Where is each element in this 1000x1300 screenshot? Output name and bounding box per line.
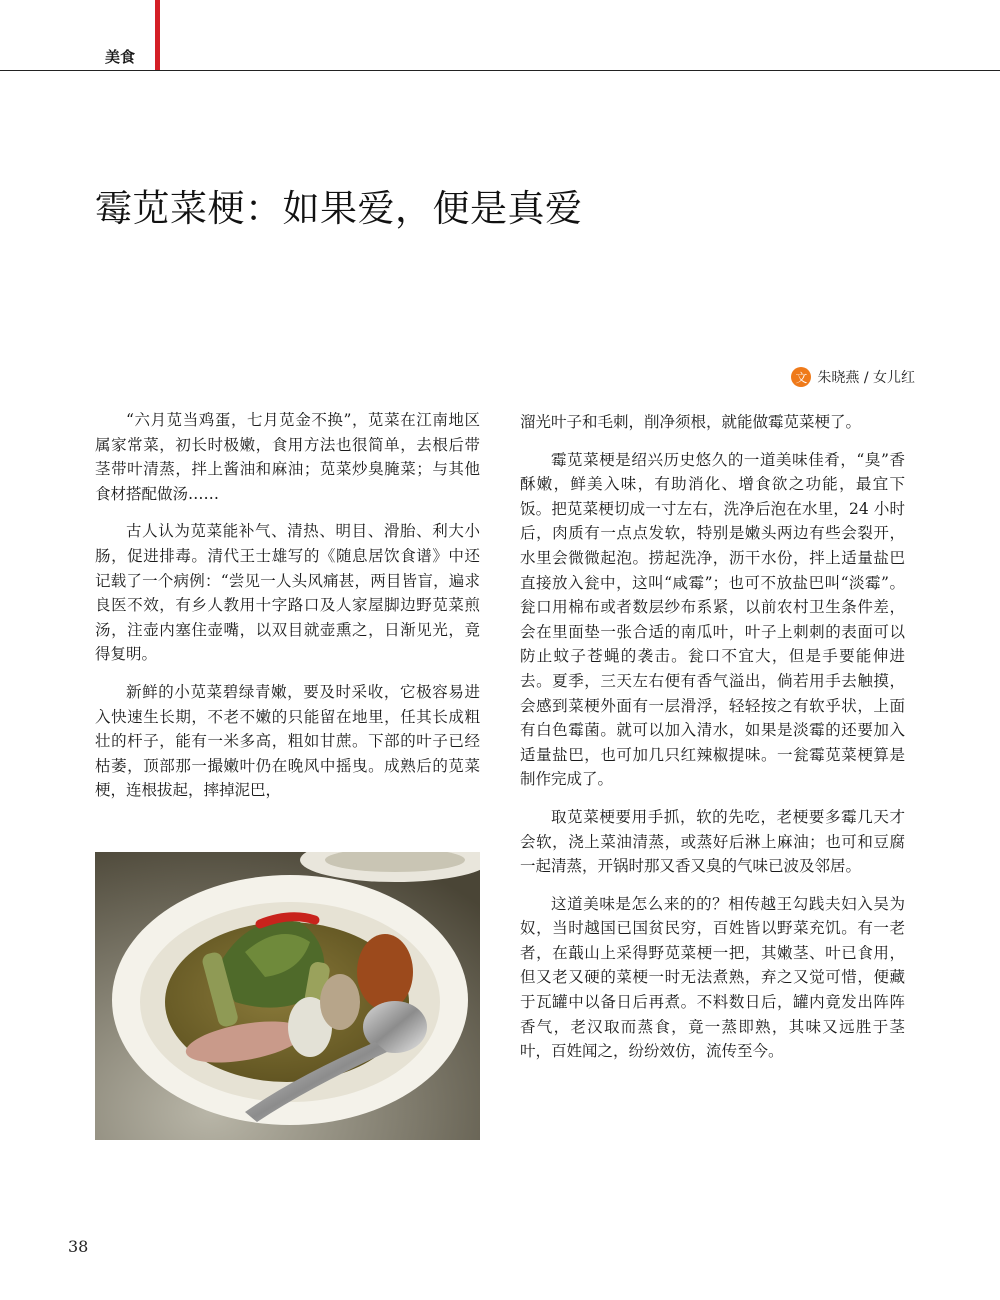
paragraph: 霉苋菜梗是绍兴历史悠久的一道美味佳肴，“臭”香酥嫩，鲜美入味，有助消化、增食欲之功能，最宜下饭。把苋菜梗切成一寸左右，洗净后泡在水里，24 小时后，肉质有一点点发软，特别是嫩头两边有些会裂开，水里会微微起泡。捞起洗净，沥干水份，拌上适量盐巴直接放入瓮中，这叫“咸霉”；也可不放盐巴叫“淡霉”。瓮口用棉布或者数层纱布系紧，以前农村卫生条件差，会在里面垫一张合适的南瓜叶，叶子上刺刺的表面可以防止蚊子苍蝇的袭击。瓮口不宜大，但是手要能伸进去。夏季，三天左右便有香气溢出，倘若用手去触摸，会感到菜梗外面有一层滑浮，轻轻按之有软乎状，上面有白色霉菌。就可以加入清水，如果是淡霉的还要加入适量盐巴，也可加几只红辣椒提味。一瓮霉苋菜梗算是制作完成了。 [520,450,905,789]
left-column [95,408,480,816]
article-title: 霉苋菜梗：如果爱，便是真爱 [95,187,583,230]
paragraph: 这道美味是怎么来的的？相传越王勾践夫妇入吴为奴，当时越国已国贫民穷，百姓皆以野菜充饥。有一老者，在蕺山上采得野苋菜梗一把，其嫩茎、叶已食用，但又老又硬的菜梗一时无法煮熟，弃之又觉可惜，便藏于瓦罐中以备日后再煮。不料数日后，罐内竟发出阵阵香气，老汉取而蒸食，竟一蒸即熟，其味又远胜于茎叶，百姓闻之，纷纷效仿，流传至今。 [520,894,905,1061]
paragraph: 溜光叶子和毛刺，削净须根，就能做霉苋菜梗了。 [520,413,862,431]
dish-photo [95,852,480,1140]
dish-photo-illustration [95,852,480,1140]
paragraph: “六月苋当鸡蛋，七月苋金不换”，苋菜在江南地区属家常菜，初长时极嫩，食用方法也很简单，去根后带茎带叶清蒸，拌上酱油和麻油；苋菜炒臭腌菜；与其他食材搭配做汤…… [95,411,480,503]
page-number: 38 [68,1237,89,1256]
byline [791,367,915,387]
paragraph: 取苋菜梗要用手抓，软的先吃，老梗要多霉几天才会软，浇上菜油清蒸，或蒸好后淋上麻油；也可和豆腐一起清蒸，开锅时那又香又臭的气味已波及邻居。 [520,807,905,876]
byline-text: 朱晓燕 / 女儿红 [817,370,915,386]
section-label: 美食 [105,48,136,66]
header-rule [0,70,1000,71]
right-column [520,410,905,1077]
paragraph: 古人认为苋菜能补气、清热、明目、滑胎、利大小肠，促进排毒。清代王士雄写的《随息居饮食谱》中还记载了一个病例：“尝见一人头风痛甚，两目皆盲，遍求良医不效，有乡人教用十字路口及人家屋脚边野苋菜煎汤，注壶内塞住壶嘴，以双目就壶熏之，日渐见光，竟得复明。 [95,522,480,664]
paragraph: 新鲜的小苋菜碧绿青嫩，要及时采收，它极容易进入快速生长期，不老不嫩的只能留在地里，任其长成粗壮的杆子，能有一米多高，粗如甘蔗。下部的叶子已经枯萎，顶部那一撮嫩叶仍在晚风中摇曳。成熟后的苋菜梗，连根拔起，摔掉泥巴， [95,682,480,800]
author-badge-icon: 文 [791,367,811,387]
header-accent-bar [155,0,160,70]
